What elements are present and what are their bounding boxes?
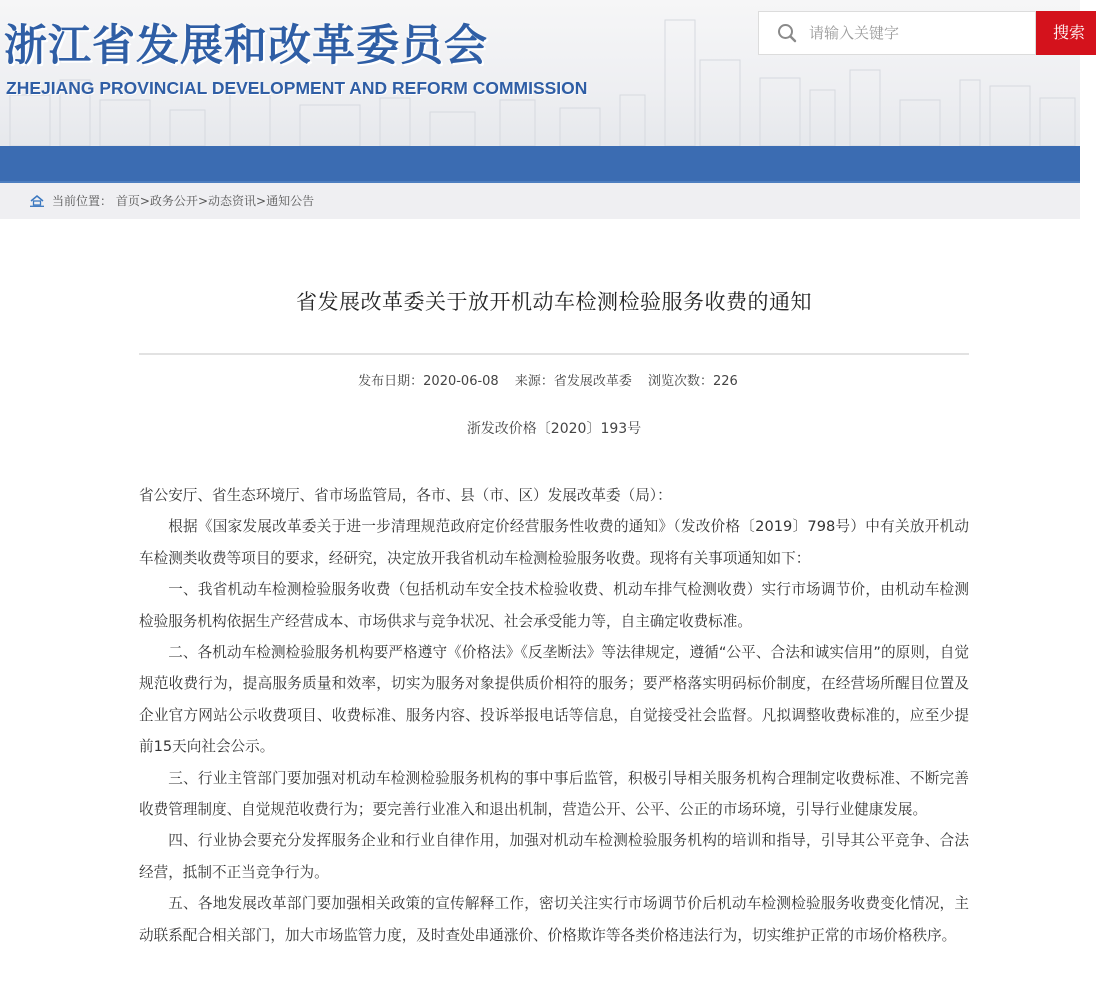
article-body [139,480,969,951]
article-addressee: 省公安厅、省生态环境厅、省市场监管局，各市、县（市、区）发展改革委（局）： [139,487,672,504]
article-meta [0,370,1096,389]
document-number: 浙发改价格〔2020〕193号 [466,421,642,437]
article-paragraph: 一、我省机动车检测检验服务收费（包括机动车安全技术检验收费、机动车排气检测收费）实行市场调节价，由机动车检测检验服务机构依据生产经营成本、市场供求与竞争状况、社会承受能力等，自主确定收费标准。 [139,581,969,630]
search-box [758,11,1036,55]
breadcrumb-separator: > [256,194,267,208]
breadcrumb-trail [52,183,314,219]
breadcrumb-gov-affairs[interactable]: 政务公开 [149,194,198,208]
article-paragraph: 四、行业协会要充分发挥服务企业和行业自律作用，加强对机动车检测检验服务机构的培训和指导，引导其公平竞争、合法经营，抵制不正当竞争行为。 [139,832,969,881]
breadcrumb-notices[interactable]: 通知公告 [266,194,315,208]
site-logo-chinese[interactable]: 浙江省发展和改革委员会 [4,21,488,71]
breadcrumb-prefix: 当前位置： [52,194,113,208]
view-count: 浏览次数：226 [648,374,738,389]
breadcrumb-separator: > [197,194,208,208]
breadcrumb-home[interactable]: 首页 [115,194,140,208]
site-logo-english[interactable]: ZHEJIANG PROVINCIAL DEVELOPMENT AND REFORM COMMISSION [6,78,588,98]
article-paragraph: 五、各地发展改革部门要加强相关政策的宣传解释工作，密切关注实行市场调节价后机动车检测检验服务收费变化情况，主动联系配合相关部门，加大市场监管力度，及时查处串通涨价、价格欺诈等各类价格违法行为，切实维护正常的市场价格秩序。 [139,895,969,944]
article-paragraph: 三、行业主管部门要加强对机动车检测检验服务机构的事中事后监管，积极引导相关服务机构合理制定收费标准、不断完善收费管理制度、自觉规范收费行为；要完善行业准入和退出机制，营造公开、公平、公正的市场环境，引导行业健康发展。 [139,769,969,819]
article-paragraph: 二、各机动车检测检验服务机构要严格遵守《价格法》《反垄断法》等法律规定，遵循“公平、合法和诚实信用”的原则，自觉规范收费行为，提高服务质量和效率，切实为服务对象提供质价相符的服务；要严格落实明码标价制度，在经营场所醒目位置及企业官方网站公示收费项目、收费标准、服务内容、投诉举报电话等信息，自觉接受社会监督。凡拟调整收费标准的，应至少提前15天向社会公示。 [139,644,969,756]
article-paragraph: 根据《国家发展改革委关于进一步清理规范政府定价经营服务性收费的通知》（发改价格〔2019〕798号）中有关放开机动车检测类收费等项目的要求，经研究，决定放开我省机动车检测检验服务收费。现将有关事项通知如下： [139,518,969,567]
search-button[interactable]: 搜索 [1036,11,1096,55]
search-input[interactable] [809,12,1029,54]
publish-date: 发布日期：2020-06-08 [358,374,499,389]
breadcrumb-news[interactable]: 动态资讯 [208,194,257,208]
article-source: 来源：省发展改革委 [514,374,632,389]
main-nav-bar [0,146,1080,183]
breadcrumb-separator: > [139,194,150,208]
article-title: 省发展改革委关于放开机动车检测检验服务收费的通知 [296,290,812,314]
site-header [0,0,1080,146]
breadcrumb [0,183,1080,219]
title-divider [139,353,969,355]
home-icon [30,195,44,207]
search-icon [777,23,797,43]
